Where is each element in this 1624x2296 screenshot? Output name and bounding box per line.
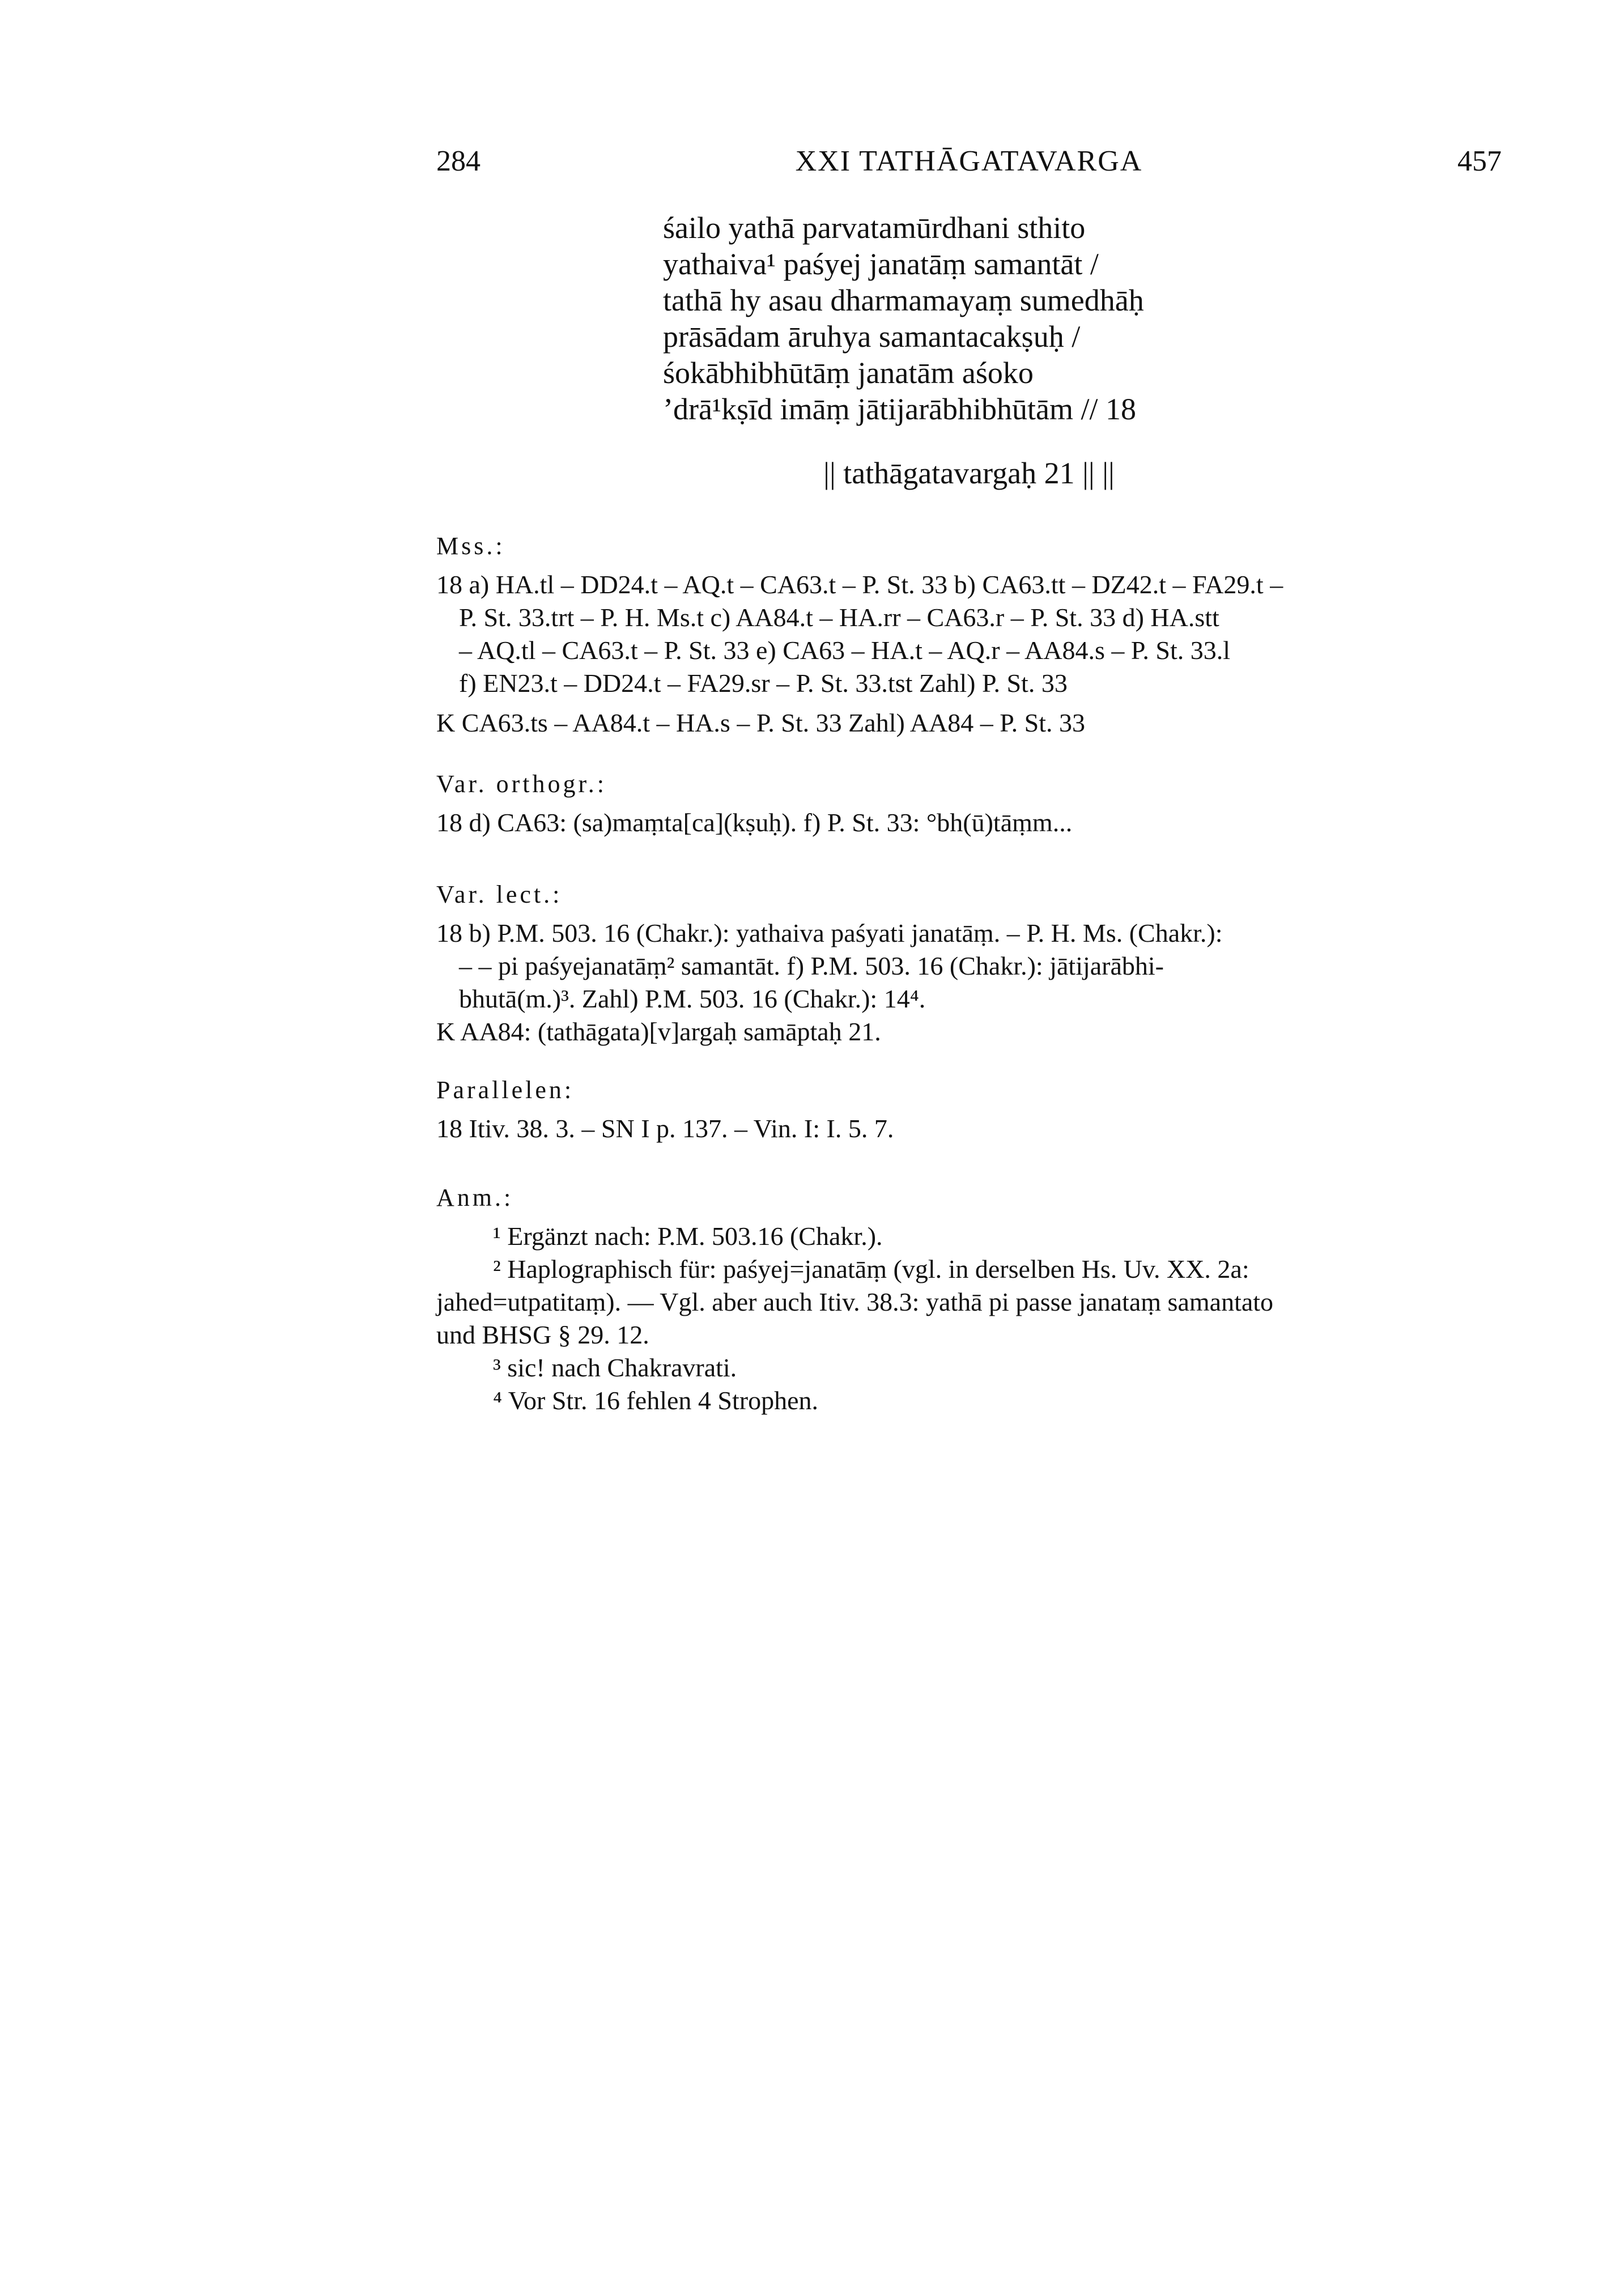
page-number-left: 284 [436,145,481,177]
mss-line: K CA63.ts – AA84.t – HA.s – P. St. 33 Zahl) AA84 – P. St. 33 [436,708,1086,737]
parallelen-line: 18 Itiv. 38. 3. – SN I p. 137. – Vin. I: I. 5. 7. [436,1114,894,1143]
verse-line: tathā hy asau dharmamayaṃ sumedhāḥ [663,283,1144,317]
mss-heading: Mss.: [436,532,505,560]
mss-section [436,530,1496,739]
var-orthogr-heading: Var. orthogr.: [436,770,607,798]
chapter-colophon: || tathāgatavargaḥ 21 || || [823,456,1115,490]
chapter-title: XXI TATHĀGATAVARGA [795,145,1143,177]
footnote-4: ⁴ Vor Str. 16 fehlen 4 Strophen. [493,1386,818,1415]
var-lect-section [436,878,1496,1048]
parallelen-heading: Parallelen: [436,1076,575,1104]
verse-line: śokābhibhūtāṃ janatām aśoko [663,356,1034,390]
var-lect-heading: Var. lect.: [436,881,563,908]
footnote-2: ² Haplographisch für: paśyej=janatāṃ (vgl. in derselben Hs. Uv. XX. 2a: [493,1255,1249,1283]
var-orthogr-section [436,768,1496,839]
verse-line: yathaiva¹ paśyej janatāṃ samantāt / [663,247,1099,281]
var-lect-line: K AA84: (tathāgata)[v]argaḥ samāptaḥ 21. [436,1017,881,1046]
page-number-right: 457 [1457,145,1502,177]
footnote-2-cont: jahed=utpatitaṃ). — Vgl. aber auch Itiv. 38.3: yathā pi passe janataṃ samantato [436,1287,1274,1316]
var-orthogr-line: 18 d) CA63: (sa)maṃta[ca](kṣuḥ). f) P. St. 33: °bh(ū)tāṃm... [436,808,1073,837]
verse-line: prāsādam āruhya samantacakṣuḥ / [663,320,1081,354]
mss-line: P. St. 33.trt – P. H. Ms.t c) AA84.t – HA.rr – CA63.r – P. St. 33 d) HA.stt [459,603,1219,632]
running-header [436,142,1502,181]
verse-block [663,210,1456,427]
verse-line: śailo yathā parvatamūrdhani sthito [663,211,1086,245]
anm-heading: Anm.: [436,1184,514,1211]
mss-line: – AQ.tl – CA63.t – P. St. 33 e) CA63 – HA.t – AQ.r – AA84.s – P. St. 33.l [459,636,1230,665]
anm-section [436,1181,1496,1417]
mss-line: f) EN23.t – DD24.t – FA29.sr – P. St. 33.tst Zahl) P. St. 33 [459,669,1068,698]
footnote-1: ¹ Ergänzt nach: P.M. 503.16 (Chakr.). [493,1222,883,1251]
footnote-2-cont: und BHSG § 29. 12. [436,1320,649,1349]
mss-line: 18 a) HA.tl – DD24.t – AQ.t – CA63.t – P. St. 33 b) CA63.tt – DZ42.t – FA29.t – [436,570,1283,599]
var-lect-line: 18 b) P.M. 503. 16 (Chakr.): yathaiva paśyati janatāṃ. – P. H. Ms. (Chakr.): [436,919,1223,947]
var-lect-line: – – pi paśyejanatāṃ² samantāt. f) P.M. 503. 16 (Chakr.): jātijarābhi- [459,951,1164,980]
footnote-3: ³ sic! nach Chakravrati. [493,1353,737,1382]
parallelen-section [436,1074,1496,1145]
verse-line: ’drā¹kṣīd imāṃ jātijarābhibhūtām // 18 [663,392,1136,426]
var-lect-line: bhutā(m.)³. Zahl) P.M. 503. 16 (Chakr.): 14⁴. [459,984,926,1013]
